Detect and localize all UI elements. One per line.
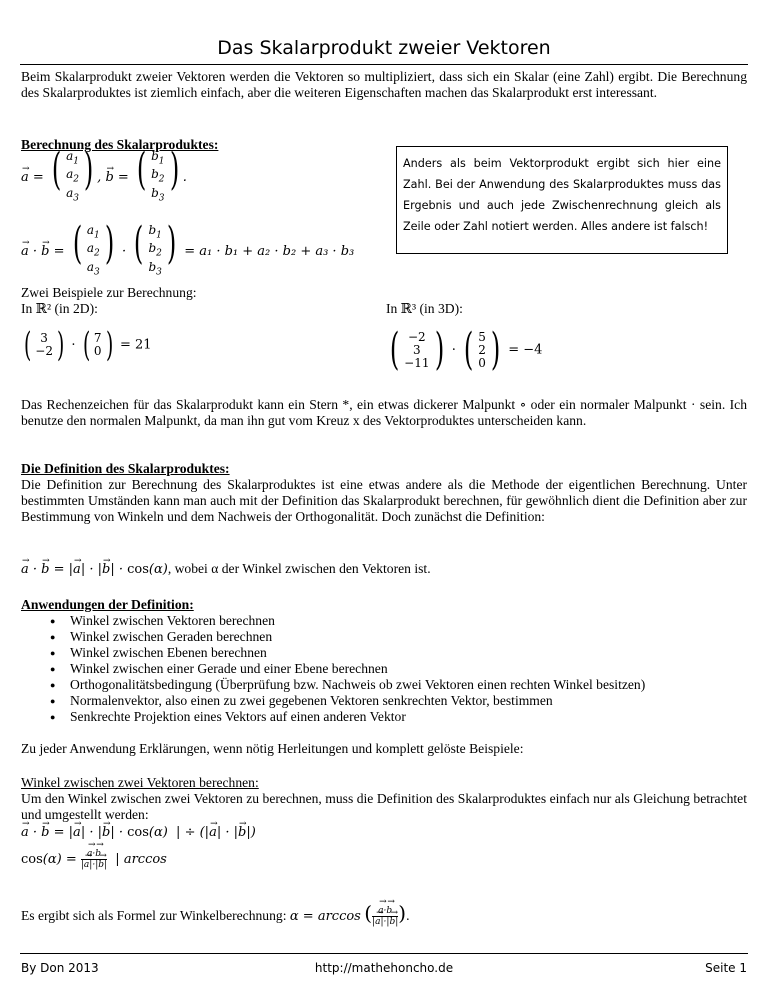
list-item: ● Senkrechte Projektion eines Vektors auf einen anderen Vektor <box>50 709 740 725</box>
list-item: ● Winkel zwischen Ebenen berechnen <box>50 645 740 661</box>
beispiel-2d-label: In ℝ² (in 2D): <box>21 301 98 316</box>
callout-box: Anders als beim Vektorprodukt ergibt sich hier eine Zahl. Bei der Anwendung des Skalarproduktes muss das Ergebnis und auch jede Zwischenrechnung gleich als Zeile oder Zahl notiert werden. Alles andere ist falsch! <box>396 146 728 254</box>
winkel-heading: Winkel zwischen zwei Vektoren berechnen: <box>21 775 259 790</box>
header-rule <box>20 64 748 65</box>
footer-author: By Don 2013 <box>21 961 99 975</box>
definition-heading: Die Definition des Skalarproduktes: <box>21 461 230 476</box>
page-title: Das Skalarprodukt zweier Vektoren <box>217 37 551 59</box>
vector-definitions: a → = ( $a_1$ $a_2$ $a_3$ ) , b → = ( $b_1$ $b_2$ $b_3$ ) . <box>21 150 187 205</box>
scalar-product-expansion: = a₁ · b₁ + a₂ · b₂ + a₃ · b₃ <box>184 244 355 260</box>
winkel-result: Es ergibt sich als Formel zur Winkelberechnung: α = arccos ( $\frac{a \to\cdot b \to}{|a \to|\cdot|b \to|}$ ). <box>21 905 409 927</box>
berechnung-heading: Berechnung des Skalarproduktes: <box>21 137 219 152</box>
anwendungen-heading: Anwendungen der Definition: <box>21 597 194 612</box>
list-item: ● Orthogonalitätsbedingung (Überprüfung bzw. Nachweis ob zwei Vektoren einen rechten Winkel besitzen) <box>50 677 740 693</box>
footer-rule <box>20 953 748 954</box>
beispiel-2d: ( 3 −2 ) · ( 7 0 ) = 21 <box>23 325 152 365</box>
winkel-equation-2: cos(α) = $\frac{a \to\cdot b \to}{|a \to|\cdot|b \to|}$ | arccos <box>21 849 167 870</box>
winkel-equation-1: a → · b → = |a →| · |b →| · cos(α) | ÷ (|a →| · |b →|) <box>21 825 256 841</box>
beispiele-intro: Zwei Beispiele zur Berechnung: <box>21 285 197 300</box>
list-item: ● Normalenvektor, also einen zu zwei gegebenen Vektoren senkrechten Vektor, bestimmen <box>50 693 740 709</box>
winkel-paragraph: Um den Winkel zwischen zwei Vektoren zu berechnen, muss die Definition des Skalarproduktes einfach nur als Gleichung betrachtet und umgestellt werden: <box>21 791 747 822</box>
list-item: ● Winkel zwischen einer Gerade und einer Ebene berechnen <box>50 661 740 677</box>
definition-paragraph: Die Definition zur Berechnung des Skalarproduktes ist eine etwas andere als die Methode der eigentlichen Berechnung. Unter bestimmten Umständen kann man auch mit der Definition das Skalarprodukt berechnen, für gewöhnlich dient die Definition aber zur Bestimmung von Winkeln und dem Nachweis der Orthogonalität. Doch zunächst die Definition: <box>21 477 747 524</box>
list-item: ● Winkel zwischen Geraden berechnen <box>50 629 740 645</box>
scalar-product-formula: a → · b → = ( $a_1$ $a_2$ $a_3$ ) · ( $b_1$ $b_2$ $b_3$ ) = a₁ · b₁ + a₂ · b₂ + a₃ · b₃ <box>21 224 354 279</box>
anwendungen-list <box>50 613 740 725</box>
anwendungen-outro: Zu jeder Anwendung Erklärungen, wenn nötig Herleitungen und komplett gelöste Beispiele: <box>21 741 524 756</box>
footer-page-number: Seite 1 <box>705 961 747 975</box>
footer-url[interactable]: http://mathehoncho.de <box>314 961 454 975</box>
definition-formula: a → · b → = |a →| · |b →| · cos(α), wobei α der Winkel zwischen den Vektoren ist. <box>21 561 431 578</box>
rechenzeichen-paragraph: Das Rechenzeichen für das Skalarprodukt kann ein Stern *, ein etwas dickerer Malpunkt ∘ oder ein normaler Malpunkt · sein. Ich benutze den normalen Malpunkt, da man ihn gut vom Kreuz x des Vektorproduktes unterscheiden kann. <box>21 397 747 428</box>
beispiel-3d: ( −2 3 −11 ) · ( 5 2 0 ) = −4 <box>389 324 543 375</box>
beispiel-3d-label: In ℝ³ (in 3D): <box>386 301 463 316</box>
intro-paragraph: Beim Skalarprodukt zweier Vektoren werden die Vektoren so multipliziert, dass sich ein Skalar (eine Zahl) ergibt. Die Berechnung des Skalarproduktes ist ziemlich einfach, aber die weiteren Eigenschaften machen das Skalarprodukt erst interessant. <box>21 69 747 100</box>
list-item: ● Winkel zwischen Vektoren berechnen <box>50 613 740 629</box>
